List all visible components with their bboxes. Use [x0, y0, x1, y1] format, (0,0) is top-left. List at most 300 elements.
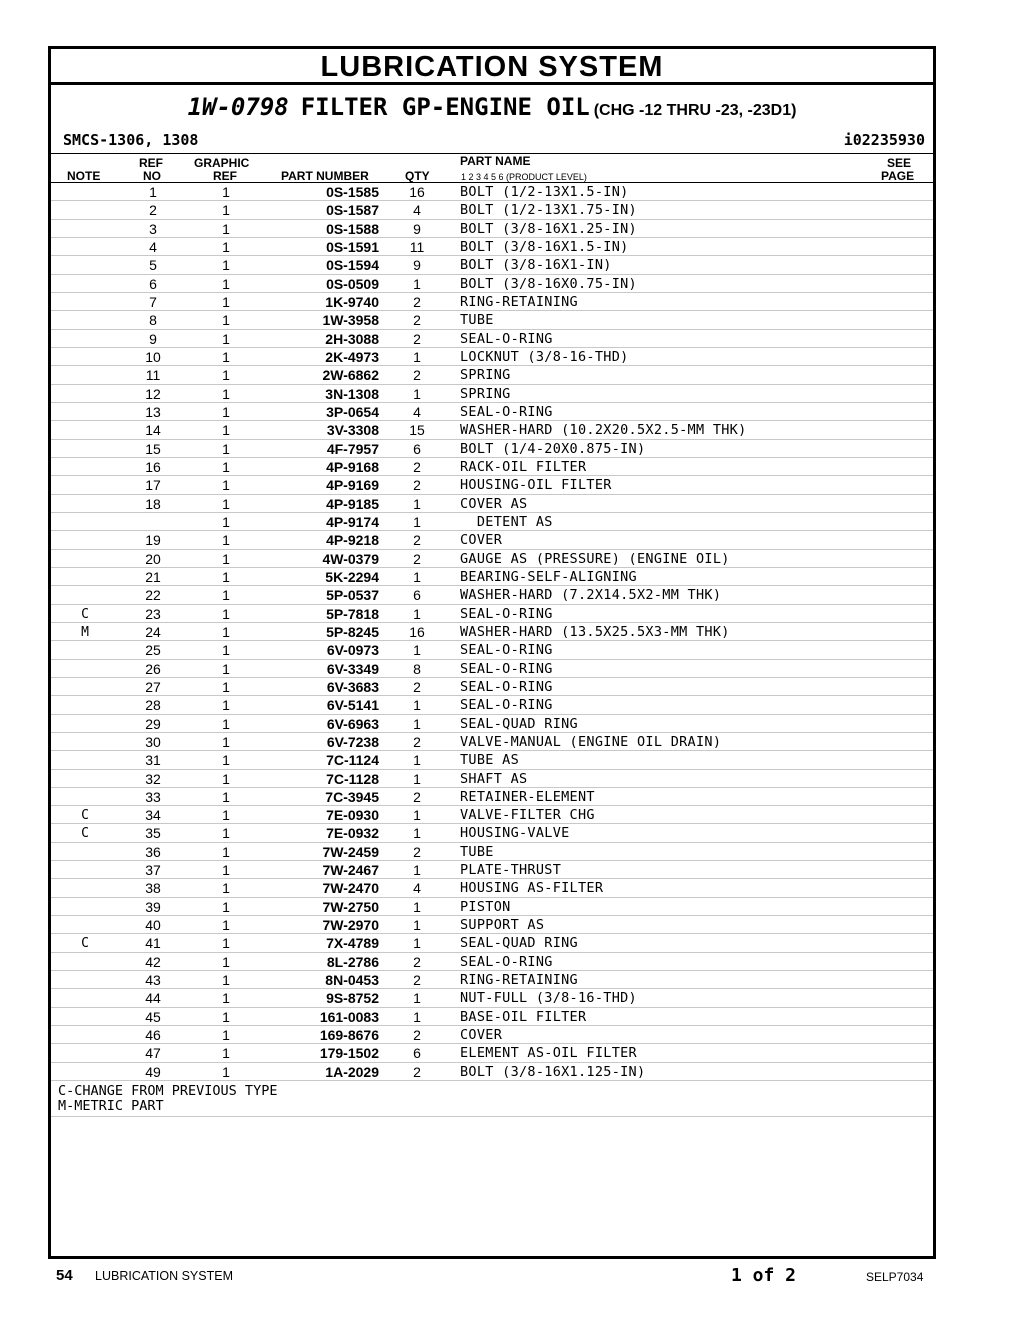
part-name-cell: SEAL-O-RING: [460, 403, 553, 420]
part-name-cell: BOLT (3/8-16X1-IN): [460, 257, 612, 274]
qty-cell: 2: [413, 953, 421, 970]
part-name-cell: WASHER-HARD (13.5X25.5X3-MM THK): [460, 623, 730, 640]
ref-cell: 18: [145, 495, 161, 512]
table-row: [51, 293, 933, 311]
table-row: [51, 806, 933, 824]
part-number-cell: 1A-2029: [325, 1063, 379, 1080]
ref-cell: 40: [145, 917, 161, 934]
part-number-cell: 4P-9185: [326, 495, 379, 512]
part-number-cell: 3N-1308: [325, 385, 379, 402]
ref-cell: 2: [149, 202, 157, 219]
part-name-cell: SEAL-O-RING: [460, 330, 553, 347]
graphic-ref-cell: 1: [222, 1063, 230, 1080]
graphic-ref-cell: 1: [222, 403, 230, 420]
ref-cell: 20: [145, 550, 161, 567]
graphic-ref-cell: 1: [222, 568, 230, 585]
graphic-ref-cell: 1: [222, 550, 230, 567]
note-cell: C: [81, 936, 89, 952]
ref-cell: 19: [145, 532, 161, 549]
ref-cell: 39: [145, 898, 161, 915]
table-row: [51, 898, 933, 916]
ref-cell: 31: [145, 752, 161, 769]
column-header: [51, 154, 933, 183]
part-name-cell: HOUSING-OIL FILTER: [460, 477, 612, 494]
ref-cell: 30: [145, 733, 161, 750]
part-name-cell: TUBE: [460, 312, 494, 329]
table-row: [51, 330, 933, 348]
ref-cell: 12: [145, 385, 161, 402]
graphic-ref-cell: 1: [222, 293, 230, 310]
table-row: [51, 531, 933, 549]
qty-cell: 2: [413, 1027, 421, 1044]
table-row: [51, 788, 933, 806]
part-name-cell: RETAINER-ELEMENT: [460, 788, 595, 805]
table-row: [51, 183, 933, 201]
qty-cell: 16: [409, 184, 425, 200]
ref-cell: 43: [145, 972, 161, 989]
qty-cell: 1: [413, 990, 421, 1007]
part-number-cell: 6V-0973: [326, 642, 379, 659]
page-footer: [0, 1265, 1020, 1289]
part-number-cell: 7X-4789: [326, 935, 379, 952]
part-name-cell: COVER AS: [460, 495, 528, 512]
footer-publication: SELP7034: [866, 1270, 924, 1284]
table-row: [51, 605, 933, 623]
note-cell: M: [81, 624, 89, 640]
ref-cell: 11: [145, 367, 161, 384]
graphic-ref-cell: 1: [222, 220, 230, 237]
ref-cell: 45: [145, 1008, 161, 1025]
qty-cell: 1: [413, 385, 421, 402]
graphic-ref-cell: 1: [222, 605, 230, 622]
part-name-cell: SEAL-O-RING: [460, 953, 553, 970]
part-number-cell: 0S-1587: [326, 202, 379, 219]
part-name-cell: VALVE-FILTER CHG: [460, 807, 595, 824]
part-number-cell: 6V-3349: [326, 660, 379, 677]
part-number-cell: 179-1502: [319, 1045, 379, 1062]
part-name-cell: BEARING-SELF-ALIGNING: [460, 568, 637, 585]
footer-section: LUBRICATION SYSTEM: [95, 1269, 233, 1283]
part-name-cell: HOUSING AS-FILTER: [460, 880, 604, 897]
table-row: [51, 421, 933, 439]
graphic-ref-cell: 1: [222, 1045, 230, 1062]
part-number-cell: 7C-3945: [325, 788, 379, 805]
graphic-ref-cell: 1: [222, 312, 230, 329]
part-number-cell: 8N-0453: [325, 972, 379, 989]
ref-cell: 42: [145, 953, 161, 970]
part-name-cell: WASHER-HARD (7.2X14.5X2-MM THK): [460, 587, 722, 604]
table-row: [51, 989, 933, 1007]
part-name-cell: SUPPORT AS: [460, 917, 545, 934]
qty-cell: 2: [413, 843, 421, 860]
part-name-cell: SPRING: [460, 385, 511, 402]
part-name-cell: SEAL-O-RING: [460, 642, 553, 659]
part-name-cell: SEAL-O-RING: [460, 678, 553, 695]
qty-cell: 1: [413, 697, 421, 714]
part-number-cell: 7W-2970: [322, 917, 379, 934]
part-number-cell: 7C-1128: [326, 770, 379, 787]
part-name-cell: BOLT (3/8-16X1.125-IN): [460, 1063, 646, 1080]
qty-cell: 6: [413, 587, 421, 604]
graphic-ref-cell: 1: [222, 184, 230, 200]
graphic-ref-cell: 1: [222, 660, 230, 677]
qty-cell: 2: [413, 788, 421, 805]
part-number-cell: 6V-6963: [326, 715, 379, 732]
qty-cell: 2: [413, 477, 421, 494]
part-name-cell: RACK-OIL FILTER: [460, 458, 587, 475]
part-number-cell: 7C-1124: [326, 752, 379, 769]
part-number-cell: 5P-0537: [326, 587, 379, 604]
ref-cell: 27: [145, 678, 161, 695]
table-row: [51, 934, 933, 952]
smcs-row: [51, 129, 933, 154]
qty-cell: 1: [413, 770, 421, 787]
ref-cell: 17: [145, 477, 161, 494]
part-name-cell: COVER: [460, 1027, 503, 1044]
part-number-cell: 2H-3088: [325, 330, 379, 347]
table-row: [51, 770, 933, 788]
ref-cell: 44: [145, 990, 161, 1007]
table-row: [51, 201, 933, 219]
table-row: [51, 311, 933, 329]
graphic-ref-cell: 1: [222, 238, 230, 255]
graphic-ref-cell: 1: [222, 917, 230, 934]
part-name-cell: BOLT (1/2-13X1.75-IN): [460, 202, 637, 219]
table-row: [51, 495, 933, 513]
smcs-code: SMCS-1306, 1308: [63, 131, 199, 149]
ref-cell: 28: [145, 697, 161, 714]
col-product-level: 1 2 3 4 5 6 (PRODUCT LEVEL): [461, 172, 587, 182]
graphic-ref-cell: 1: [222, 770, 230, 787]
graphic-ref-cell: 1: [222, 348, 230, 365]
table-row: [51, 476, 933, 494]
ref-cell: 10: [145, 348, 161, 365]
qty-cell: 1: [413, 935, 421, 952]
part-number-cell: 2K-4973: [325, 348, 379, 365]
part-number-cell: 4P-9218: [326, 532, 379, 549]
qty-cell: 1: [413, 825, 421, 842]
table-row: [51, 1063, 933, 1081]
ref-cell: 6: [149, 275, 157, 292]
part-number-cell: 6V-3683: [326, 678, 379, 695]
graphic-ref-cell: 1: [222, 733, 230, 750]
part-number-cell: 4F-7957: [326, 440, 379, 457]
part-name-cell: BOLT (3/8-16X1.25-IN): [460, 220, 637, 237]
qty-cell: 1: [413, 752, 421, 769]
part-number-cell: 7E-0932: [326, 825, 379, 842]
table-row: [51, 348, 933, 366]
graphic-ref-cell: 1: [222, 385, 230, 402]
table-row: [51, 879, 933, 897]
graphic-ref-cell: 1: [222, 440, 230, 457]
graphic-ref-cell: 1: [222, 642, 230, 659]
table-row: [51, 440, 933, 458]
qty-cell: 8: [413, 660, 421, 677]
ref-cell: 14: [145, 422, 161, 439]
graphic-ref-cell: 1: [222, 935, 230, 952]
part-number-cell: 3P-0654: [326, 403, 379, 420]
ref-cell: 36: [145, 843, 161, 860]
table-row: [51, 824, 933, 842]
part-name-cell: NUT-FULL (3/8-16-THD): [460, 990, 637, 1007]
graphic-ref-cell: 1: [222, 1008, 230, 1025]
qty-cell: 16: [409, 623, 425, 640]
qty-cell: 1: [413, 917, 421, 934]
table-row: [51, 641, 933, 659]
col-qty: QTY: [405, 169, 430, 183]
part-name-cell: ELEMENT AS-OIL FILTER: [460, 1045, 637, 1062]
serial-range: (CHG -12 THRU -23, -23D1): [593, 102, 797, 119]
qty-cell: 1: [413, 807, 421, 824]
part-number-cell: 8L-2786: [326, 953, 379, 970]
part-name-cell: TUBE AS: [460, 752, 519, 769]
qty-cell: 1: [413, 348, 421, 365]
part-number-cell: 4P-9169: [326, 477, 379, 494]
table-row: [51, 678, 933, 696]
qty-cell: 1: [413, 1008, 421, 1025]
col-graphic-bottom: REF: [213, 169, 237, 183]
graphic-ref-cell: 1: [222, 825, 230, 842]
qty-cell: 1: [413, 642, 421, 659]
part-name-cell: SPRING: [460, 367, 511, 384]
group-heading: [51, 85, 933, 129]
ref-cell: 21: [145, 568, 161, 585]
graphic-ref-cell: 1: [222, 202, 230, 219]
table-row: [51, 916, 933, 934]
part-name-cell: SEAL-O-RING: [460, 697, 553, 714]
part-name-cell: BOLT (3/8-16X1.5-IN): [460, 238, 629, 255]
qty-cell: 1: [413, 605, 421, 622]
qty-cell: 1: [413, 862, 421, 879]
part-name-cell: DETENT AS: [460, 513, 553, 530]
table-row: [51, 660, 933, 678]
table-row: [51, 256, 933, 274]
ref-cell: 33: [145, 788, 161, 805]
qty-cell: 1: [413, 898, 421, 915]
qty-cell: 4: [413, 403, 421, 420]
qty-cell: 2: [413, 458, 421, 475]
note-cell: C: [81, 606, 89, 622]
graphic-ref-cell: 1: [222, 257, 230, 274]
table-row: [51, 1008, 933, 1026]
note-cell: C: [81, 808, 89, 824]
part-number-cell: 7W-2470: [322, 880, 379, 897]
part-number-cell: 0S-1591: [326, 238, 379, 255]
part-number-cell: 2W-6862: [322, 367, 379, 384]
part-name-cell: BOLT (1/4-20X0.875-IN): [460, 440, 646, 457]
part-number-cell: 9S-8752: [326, 990, 379, 1007]
part-name-cell: GAUGE AS (PRESSURE) (ENGINE OIL): [460, 550, 730, 567]
col-part-number: PART NUMBER: [281, 169, 369, 183]
note-cell: C: [81, 826, 89, 842]
part-number-cell: 4P-9174: [326, 513, 379, 530]
page-title: LUBRICATION SYSTEM: [51, 49, 933, 85]
part-name-cell: SEAL-QUAD RING: [460, 715, 578, 732]
table-row: [51, 751, 933, 769]
table-row: [51, 843, 933, 861]
part-name-cell: SEAL-O-RING: [460, 605, 553, 622]
ref-cell: 26: [145, 660, 161, 677]
col-ref-bottom: NO: [143, 169, 161, 183]
ref-cell: 24: [145, 623, 161, 640]
ref-cell: 4: [149, 238, 157, 255]
part-number-cell: 0S-1594: [326, 257, 379, 274]
qty-cell: 2: [413, 532, 421, 549]
qty-cell: 2: [413, 367, 421, 384]
part-name-cell: VALVE-MANUAL (ENGINE OIL DRAIN): [460, 733, 722, 750]
part-number-cell: 1K-9740: [325, 293, 379, 310]
table-row: [51, 586, 933, 604]
ref-cell: 13: [145, 403, 161, 420]
part-name-cell: BOLT (1/2-13X1.5-IN): [460, 184, 629, 200]
table-row: [51, 1026, 933, 1044]
part-name-cell: TUBE: [460, 843, 494, 860]
part-name-cell: RING-RETAINING: [460, 293, 578, 310]
qty-cell: 1: [413, 513, 421, 530]
ref-cell: 9: [149, 330, 157, 347]
qty-cell: 15: [409, 422, 425, 439]
table-row: [51, 568, 933, 586]
graphic-ref-cell: 1: [222, 623, 230, 640]
graphic-ref-cell: 1: [222, 880, 230, 897]
part-number-cell: 1W-3958: [322, 312, 379, 329]
part-number-cell: 5K-2294: [325, 568, 379, 585]
table-row: [51, 513, 933, 531]
graphic-ref-cell: 1: [222, 458, 230, 475]
ref-cell: 41: [145, 935, 161, 952]
ref-cell: 35: [145, 825, 161, 842]
note-metric: M-METRIC PART: [58, 1098, 164, 1115]
table-row: [51, 696, 933, 714]
ref-cell: 37: [145, 862, 161, 879]
col-graphic-top: GRAPHIC: [194, 156, 250, 170]
ref-cell: 29: [145, 715, 161, 732]
note-change: C-CHANGE FROM PREVIOUS TYPE: [58, 1083, 278, 1100]
graphic-ref-cell: 1: [222, 862, 230, 879]
graphic-ref-cell: 1: [222, 1027, 230, 1044]
qty-cell: 4: [413, 880, 421, 897]
table-row: [51, 385, 933, 403]
part-number-cell: 3V-3308: [326, 422, 379, 439]
table-row: [51, 861, 933, 879]
graphic-ref-cell: 1: [222, 367, 230, 384]
part-number-cell: 0S-1588: [326, 220, 379, 237]
part-name-cell: COVER: [460, 532, 503, 549]
graphic-ref-cell: 1: [222, 422, 230, 439]
graphic-ref-cell: 1: [222, 898, 230, 915]
part-name-cell: BOLT (3/8-16X0.75-IN): [460, 275, 637, 292]
graphic-ref-cell: 1: [222, 807, 230, 824]
part-number-cell: 6V-5141: [326, 697, 379, 714]
qty-cell: 11: [409, 238, 425, 255]
qty-cell: 2: [413, 678, 421, 695]
qty-cell: 2: [413, 972, 421, 989]
table-row: [51, 403, 933, 421]
qty-cell: 4: [413, 202, 421, 219]
table-row: [51, 238, 933, 256]
part-number-cell: 4W-0379: [322, 550, 379, 567]
ref-cell: 25: [145, 642, 161, 659]
notes-block: [51, 1081, 933, 1117]
col-see-bottom: PAGE: [881, 169, 915, 183]
graphic-ref-cell: 1: [222, 678, 230, 695]
ref-cell: 8: [149, 312, 157, 329]
graphic-ref-cell: 1: [222, 513, 230, 530]
graphic-ref-cell: 1: [222, 990, 230, 1007]
group-number: 1W-0798: [187, 93, 289, 121]
col-part-name: PART NAME: [460, 154, 531, 168]
ref-cell: 46: [145, 1027, 161, 1044]
ref-cell: 1: [149, 184, 157, 200]
ref-cell: 34: [145, 807, 161, 824]
part-number-cell: 0S-1585: [326, 184, 379, 200]
graphic-ref-cell: 1: [222, 788, 230, 805]
table-row: [51, 733, 933, 751]
part-number-cell: 7E-0930: [326, 807, 379, 824]
table-row: [51, 1044, 933, 1062]
graphic-ref-cell: 1: [222, 495, 230, 512]
qty-cell: 1: [413, 495, 421, 512]
qty-cell: 1: [413, 568, 421, 585]
part-number-cell: 7W-2750: [322, 898, 379, 915]
table-row: [51, 458, 933, 476]
ref-cell: 47: [145, 1045, 161, 1062]
graphic-ref-cell: 1: [222, 972, 230, 989]
graphic-ref-cell: 1: [222, 330, 230, 347]
graphic-ref-cell: 1: [222, 953, 230, 970]
ref-cell: 38: [145, 880, 161, 897]
ref-cell: 5: [149, 257, 157, 274]
document-id: i02235930: [843, 131, 925, 149]
table-row: [51, 220, 933, 238]
ref-cell: 15: [145, 440, 161, 457]
qty-cell: 9: [413, 257, 421, 274]
footer-page-of: 1 of 2: [731, 1265, 797, 1286]
table-row: [51, 275, 933, 293]
ref-cell: 49: [145, 1063, 161, 1080]
qty-cell: 1: [413, 715, 421, 732]
table-row: [51, 715, 933, 733]
part-number-cell: 6V-7238: [326, 733, 379, 750]
part-number-cell: 5P-8245: [326, 623, 379, 640]
part-number-cell: 0S-0509: [326, 275, 379, 292]
col-see-top: SEE: [887, 156, 912, 170]
qty-cell: 2: [413, 733, 421, 750]
ref-cell: 22: [145, 587, 161, 604]
part-name-cell: PISTON: [460, 898, 511, 915]
parts-table-body: [51, 183, 933, 1081]
ref-cell: 32: [145, 770, 161, 787]
table-row: [51, 623, 933, 641]
ref-cell: 3: [149, 220, 157, 237]
graphic-ref-cell: 1: [222, 697, 230, 714]
graphic-ref-cell: 1: [222, 843, 230, 860]
qty-cell: 1: [413, 275, 421, 292]
qty-cell: 6: [413, 440, 421, 457]
part-name-cell: SEAL-O-RING: [460, 660, 553, 677]
graphic-ref-cell: 1: [222, 752, 230, 769]
part-name-cell: SEAL-QUAD RING: [460, 935, 578, 952]
part-number-cell: 7W-2467: [322, 862, 379, 879]
table-row: [51, 366, 933, 384]
part-name-cell: HOUSING-VALVE: [460, 825, 570, 842]
ref-cell: 7: [149, 293, 157, 310]
qty-cell: 6: [413, 1045, 421, 1062]
part-name-cell: WASHER-HARD (10.2X20.5X2.5-MM THK): [460, 422, 747, 439]
table-row: [51, 953, 933, 971]
graphic-ref-cell: 1: [222, 715, 230, 732]
part-number-cell: 7W-2459: [322, 843, 379, 860]
